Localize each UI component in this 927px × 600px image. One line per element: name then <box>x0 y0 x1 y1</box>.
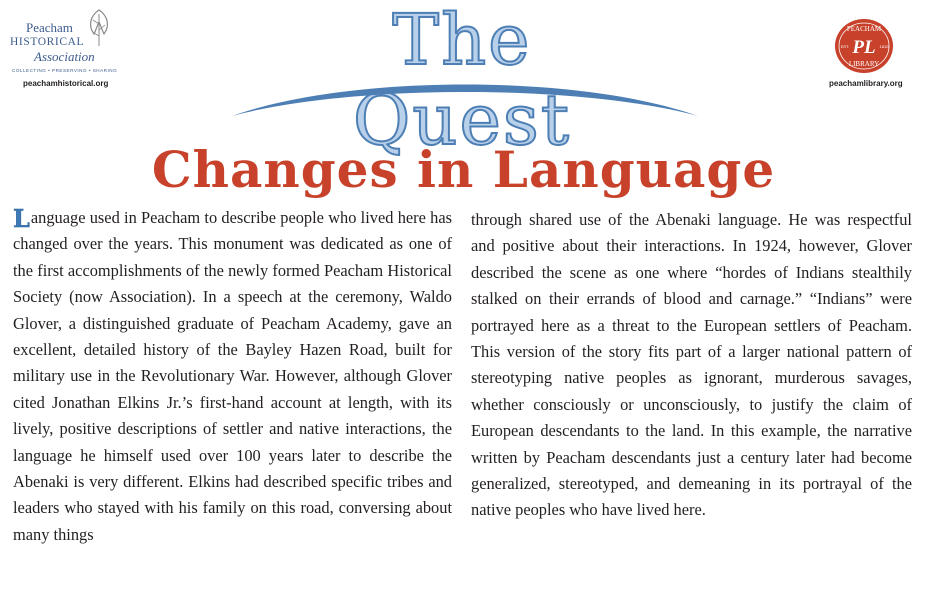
badge-est-left: EST. <box>840 44 850 49</box>
leaf-icon <box>86 8 112 48</box>
body-column-left <box>13 205 452 548</box>
logo-line-association: Association <box>34 49 95 64</box>
badge-est-right: 1810 <box>879 44 889 49</box>
logo-line-peacham: Peacham <box>26 20 73 35</box>
library-badge-icon <box>834 18 894 74</box>
logo-line-historical: HISTORICAL <box>10 36 85 48</box>
badge-bottom-text: LIBRARY <box>848 60 880 68</box>
badge-top-text: PEACHAM <box>846 25 882 33</box>
left-column-text: anguage used in Peacham to describe people who lived here has changed over the years. This monument was dedicated as one of the first accomplishments of the newly formed Peacham Historical Society (now Association). In a speech at the ceremony, Waldo Glover, a distinguished graduate of Peacham Academy, gave an excellent, detailed history of the Bayley Hazen Road, built for military use in the Revolutionary War. However, although Glover cited Jonathan Elkins Jr.’s first-hand account at length, with its lively, positive descriptions of settler and native interactions, the language he himself used over 100 years later to describe the Abenaki is very different. Elkins had described specific tribes and leaders who stayed with his family on this road, conversing about many things <box>13 208 452 544</box>
library-url[interactable]: peachamlibrary.org <box>829 79 903 88</box>
title-swoosh <box>230 72 700 120</box>
historical-url[interactable]: peachamhistorical.org <box>23 79 109 88</box>
body-column-right <box>471 207 912 524</box>
header-title: The Quest <box>353 0 571 161</box>
logo-tagline: COLLECTING • PRESERVING • SHARING <box>12 68 118 73</box>
right-column-text: through shared use of the Abenaki language. He was respectful and positive about their interactions. In 1924, however, Glover described the scene as one where “hordes of Indians stealthily stalked on their errands of blood and carnage.” “Indians” were portrayed here as a threat to the European settlers of Peacham. This version of the story fits part of a larger national pattern of stereotyping native peoples as ignorant, murderous savages, whether consciously or unconsciously, to justify the claim of European descendants to the land. In this example, the narrative written by Peacham descendants just a century later had become generalized, stereotyped, and demeaning in its portrayal of the native peoples who have lived here. <box>471 210 912 520</box>
badge-monogram: PL <box>852 37 876 58</box>
page-title: Changes in Language <box>151 140 776 199</box>
drop-cap: L <box>13 204 30 233</box>
